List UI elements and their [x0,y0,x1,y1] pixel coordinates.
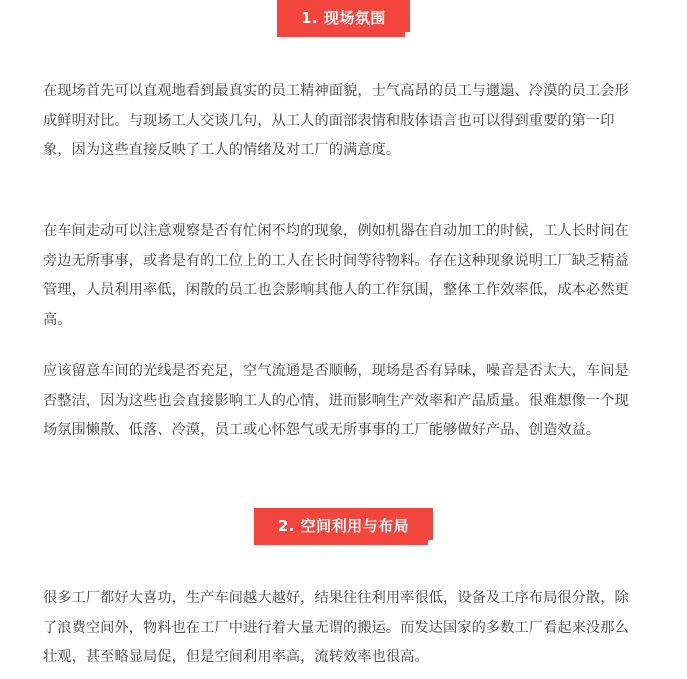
section-1-paragraph-3: 应该留意车间的光线是否充足，空气流通是否顺畅，现场是否有异味，噪音是否太大，车间是否整洁，因为这些也会直接影响工人的心情，进而影响生产效率和产品质量。很难想像一个现场氛围懒散、低落、冷漠，员工或心怀怨气或无所事事的工厂能够做好产品、创造效益。 [43,363,629,438]
section-1-paragraph-2: 在车间走动可以注意观察是否有忙闲不均的现象，例如机器在自动加工的时候，工人长时间在旁边无所事事，或者是有的工位上的工人在长时间等待物料。存在这种现象说明工厂缺乏精益管理，人员利用率低，闲散的员工也会影响其他人的工作氛围，整体工作效率低，成本必然更高。 [43,223,629,328]
section-2-heading [254,508,433,545]
section-2-paragraph-1: 很多工厂都好大喜功，生产车间越大越好，结果往往利用率很低，设备及工序布局很分散，除了浪费空间外，物料也在工厂中进行着大量无谓的搬运。而发达国家的多数工厂看起来没那么壮观，甚至略显局促，但是空间利用率高，流转效率也很高。 [43,590,629,665]
section-1-heading-wrap [0,0,687,37]
heading-corner-notch [405,32,410,37]
section-2-heading-wrap [0,508,687,545]
section-1-paragraph-1: 在现场首先可以直观地看到最真实的员工精神面貌，士气高昂的员工与邋遢、冷漠的员工会形成鲜明对比。与现场工人交谈几句，从工人的面部表情和肢体语言也可以得到重要的第一印象，因为这些直接反映了工人的情绪及对工厂的满意度。 [43,83,629,158]
section-1-heading [277,0,410,37]
section-2-heading-text: 2. 空间利用与布局 [277,517,410,535]
section-1-heading-text: 1. 现场氛围 [301,9,386,27]
heading-corner-notch [428,540,433,545]
